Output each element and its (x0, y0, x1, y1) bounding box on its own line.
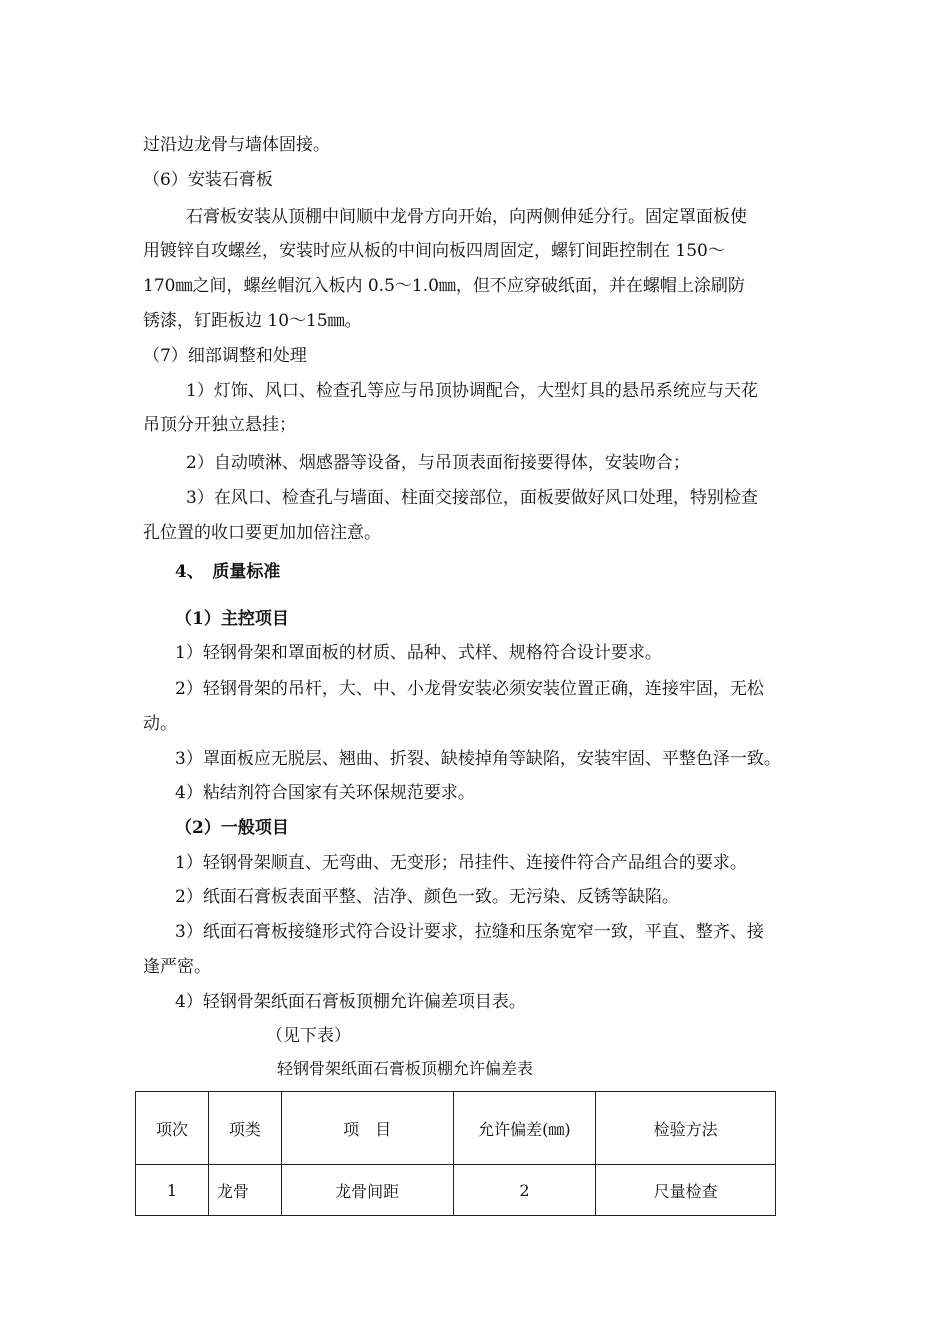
table-header-cell: 检验方法 (596, 1092, 776, 1165)
table-note: （见下表） (266, 1026, 351, 1046)
subsection-heading: （1）主控项目 (175, 609, 289, 629)
paragraph-line: 用镀锌自攻螺丝，安装时应从板的中间向板四周固定，螺钉间距控制在 150～ (143, 241, 725, 261)
paragraph-line: 吊顶分开独立悬挂； (143, 415, 296, 435)
table-cell: 尺量检查 (596, 1165, 776, 1216)
table-header-row (136, 1092, 776, 1165)
table-header-cell: 允许偏差(㎜) (453, 1092, 596, 1165)
paragraph-line: 4）轻钢骨架纸面石膏板顶棚允许偏差项目表。 (175, 992, 526, 1012)
table-cell: 1 (136, 1165, 209, 1216)
table-row (136, 1165, 776, 1216)
section-heading: （6）安装石膏板 (143, 170, 273, 190)
chapter-heading: 4、 质量标准 (175, 562, 281, 582)
paragraph-line: 锈漆，钉距板边 10～15㎜。 (143, 311, 362, 331)
paragraph-line: 2）自动喷淋、烟感器等设备，与吊顶表面衔接要得体，安装吻合； (186, 453, 690, 473)
paragraph-line: 1）轻钢骨架顺直、无弯曲、无变形；吊挂件、连接件符合产品组合的要求。 (175, 853, 747, 873)
section-heading: （7）细部调整和处理 (143, 346, 307, 366)
paragraph-line: 4）粘结剂符合国家有关环保规范要求。 (175, 783, 475, 803)
table-cell: 2 (453, 1165, 596, 1216)
paragraph-line: 2）纸面石膏板表面平整、洁净、颜色一致。无污染、反锈等缺陷。 (175, 887, 679, 907)
paragraph-line: 逢严密。 (143, 957, 211, 977)
paragraph-line: 170㎜之间，螺丝帽沉入板内 0.5～1.0㎜，但不应穿破纸面，并在螺帽上涂刷防 (143, 276, 745, 296)
table-header-cell: 项 目 (281, 1092, 453, 1165)
deviation-table (135, 1091, 776, 1216)
table-caption: 轻钢骨架纸面石膏板顶棚允许偏差表 (277, 1059, 534, 1078)
table-header-cell: 项次 (136, 1092, 209, 1165)
paragraph-line: 1）轻钢骨架和罩面板的材质、品种、式样、规格符合设计要求。 (175, 643, 662, 663)
table-cell: 龙骨间距 (281, 1165, 453, 1216)
paragraph-line: 过沿边龙骨与墙体固接。 (143, 135, 330, 155)
paragraph-line: 3）罩面板应无脱层、翘曲、折裂、缺棱掉角等缺陷，安装牢固、平整色泽一致。 (175, 749, 781, 769)
paragraph-line: 石膏板安装从顶棚中间顺中龙骨方向开始，向两侧伸延分行。固定罩面板使 (186, 207, 747, 227)
paragraph-line: 2）轻钢骨架的吊杆，大、中、小龙骨安装必须安装位置正确，连接牢固，无松 (175, 679, 764, 699)
subsection-heading: （2）一般项目 (175, 818, 289, 838)
paragraph-line: 3）在风口、检查孔与墙面、柱面交接部位，面板要做好风口处理，特别检查 (186, 488, 758, 508)
paragraph-line: 动。 (143, 714, 177, 734)
paragraph-line: 孔位置的收口要更加加倍注意。 (143, 523, 381, 543)
table-cell: 龙骨 (208, 1165, 281, 1216)
paragraph-line: 1）灯饰、风口、检查孔等应与吊顶协调配合，大型灯具的悬吊系统应与天花 (186, 381, 758, 401)
table-header-cell: 项类 (208, 1092, 281, 1165)
paragraph-line: 3）纸面石膏板接缝形式符合设计要求，拉缝和压条宽窄一致，平直、整齐、接 (175, 922, 764, 942)
